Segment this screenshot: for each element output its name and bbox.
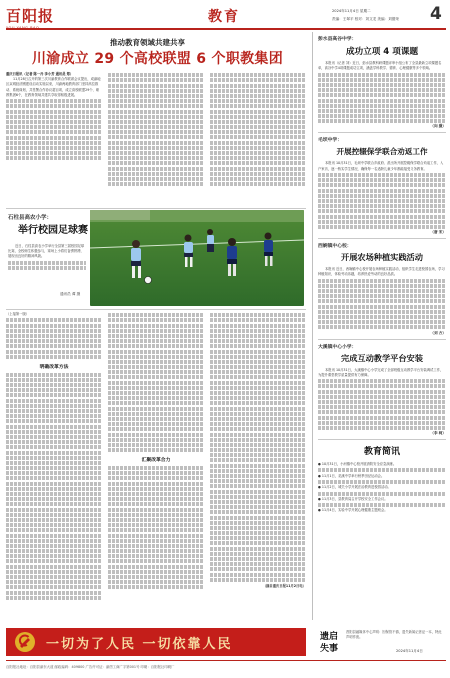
education-briefs — [318, 444, 446, 514]
slogan-text: 一切为了人民 一切依靠人民 — [46, 637, 233, 652]
lead-col-1 — [6, 72, 102, 161]
feature-title: 举行校园足球赛 — [18, 225, 88, 236]
lead-col-2 — [108, 72, 204, 187]
newspaper-logo — [6, 5, 54, 30]
footer-info: 百阳报社地址：百阳县渝东大道 邮政编码：409800 广告许可证：渝酉工商广字第001号 印刷：百阳报社印刷厂 — [6, 665, 175, 669]
feature-caption-block — [8, 244, 86, 271]
a2-body: 本报讯 10月31日，毛坝中学联合乡政府、派出所开展控辍保学联合劝返工作，入户家访，逐一核实学生情况，确保每一名适龄儿童少年都能接受义务教育。 — [318, 161, 444, 171]
article-body — [6, 312, 306, 612]
right-column — [318, 32, 446, 622]
issue-date: 2024年11月4日 星期二 — [332, 9, 371, 13]
headline: 川渝成立 29 个高校联盟 6 个职教集团 — [32, 51, 284, 67]
feature-kicker: 石柱县高农小学： — [8, 215, 53, 221]
right-divider-1 — [318, 132, 446, 133]
body-col-1 — [6, 312, 102, 601]
column-divider — [312, 32, 313, 620]
notice-title-1: 遗启 — [320, 632, 339, 642]
a3-kicker: 西娴镇中心校： — [318, 244, 352, 250]
feature-divider — [6, 208, 306, 209]
body-col-3 — [210, 312, 306, 589]
body-divider — [6, 309, 306, 310]
a4-kicker: 大溪镇中心小学： — [318, 344, 357, 350]
a3-title: 开展农场种植实践活动 — [341, 252, 423, 263]
player-5 — [207, 229, 214, 252]
briefs-title: 教育简讯 — [363, 447, 400, 458]
a3-body: 本报讯 近日，西娴镇中心校开展农场种植实践活动，组织学生走进校园农场，学习种植知识，体验劳动乐趣，培养热爱劳动的良好品质。 — [318, 267, 445, 277]
kicker: 推动教育领域共建共享 — [110, 38, 185, 47]
notice-date: 2024年11月4日 — [396, 649, 423, 653]
right-article-2 — [318, 136, 446, 235]
right-article-3 — [318, 242, 446, 335]
a2-kicker: 毛坝中学： — [318, 138, 342, 144]
a1-credit: （向 摄） — [430, 124, 446, 129]
right-article-4 — [318, 343, 446, 436]
football-photo — [90, 210, 304, 306]
body-col-2 — [108, 312, 204, 591]
notice-title-2: 失事 — [320, 644, 339, 654]
right-divider-4 — [318, 439, 446, 440]
a4-credit: （李 柯） — [430, 431, 446, 436]
party-emblem-icon — [14, 631, 36, 653]
masthead-rule — [6, 28, 446, 30]
brief-item-2: ● 11月1日，花溪中学举行秋季田径运动会。 — [318, 473, 385, 478]
notice-text: 酉阳县融媒体中心声明：因保管不慎，遗失新闻记者证一本，特此声明作废。 — [346, 630, 442, 639]
brief-item-5: ● 11月4日，实验中学开展心理健康主题班会。 — [318, 508, 388, 513]
lead-byline: 重庆日报讯（记者 陈一丹 李小芳 通讯员 郑） — [6, 72, 74, 76]
a1-kicker: 彭水县高谷中学： — [318, 37, 357, 42]
brief-item-4: ● 11月3日，县教育局召开学校安全工作会议。 — [318, 496, 388, 501]
logo-text: 百阳报 — [6, 7, 55, 25]
right-divider-3 — [318, 339, 446, 340]
a4-body: 本报讯 10月31日，大溪镇中心小学完成了全部班级互动教学平台安装调试工作，为提升课堂教学质量提供有力保障。 — [318, 367, 444, 377]
footer-rule — [6, 660, 446, 661]
brief-item-3: ● 11月2日，城关小学开展法治教育进校园活动。 — [318, 485, 391, 490]
page-number: 4 — [430, 4, 442, 24]
body-end-note: （摘自重庆日报11月2日电） — [262, 583, 306, 588]
football-match-image — [90, 210, 304, 306]
a2-title: 开展控辍保学联合劝返工作 — [336, 147, 428, 157]
a1-title: 成功立项 4 项课题 — [345, 47, 419, 57]
editor-credits: 责编：王翠平 校对：刘文龙 美编：刘德荣 — [332, 17, 399, 21]
a4-title: 完成互动教学平台安装 — [341, 352, 423, 363]
right-divider-2 — [318, 238, 446, 239]
a3-credit: （刘 方） — [430, 330, 446, 335]
notice-box — [318, 628, 446, 656]
subhead-2: 汇聚改革合力 — [141, 458, 171, 464]
feature-credit: 通讯员 谭 摄 — [60, 292, 81, 296]
right-article-1 — [318, 35, 446, 129]
slogan-banner — [6, 628, 306, 656]
body-opening: （上接第一版） — [6, 312, 30, 316]
a1-body: 本报讯（记者 刘）近日，彭水县教科研课题评审小组公布了全县最新立项课题名单，高谷中学4项课题成功立项，涵盖学科教学、德育、心理健康等多个领域。 — [318, 61, 442, 71]
brief-item-1: ● 10月31日，小河镇中心校开展消防安全应急演练。 — [318, 462, 397, 467]
lead-col-3 — [210, 72, 306, 187]
subhead-1: 明确改革方法 — [39, 364, 69, 370]
feature-caption: 近日，石柱县高农小学举行全县第三届校园足球比赛，全校师生积极参与，赛场上小将们奋勇拼搏，展现出良好的精神风貌。 — [8, 244, 85, 259]
lead-text: 11月28日召开的第三次川渝教育合作联席会议提出，成渝地区双城经济圈建设启动实施以来，川渝两地教育部门坚持高位推动、系统谋划，共签署合作协议超百项，成立高校联盟29个、职教集团6个，在教育领域共建共享取得积极进展。 — [6, 77, 101, 97]
football — [145, 277, 152, 284]
masthead — [0, 0, 450, 34]
lead-story — [6, 72, 306, 208]
a2-credit: （唐 宋） — [430, 230, 446, 235]
section-title: 教育 — [208, 9, 240, 25]
